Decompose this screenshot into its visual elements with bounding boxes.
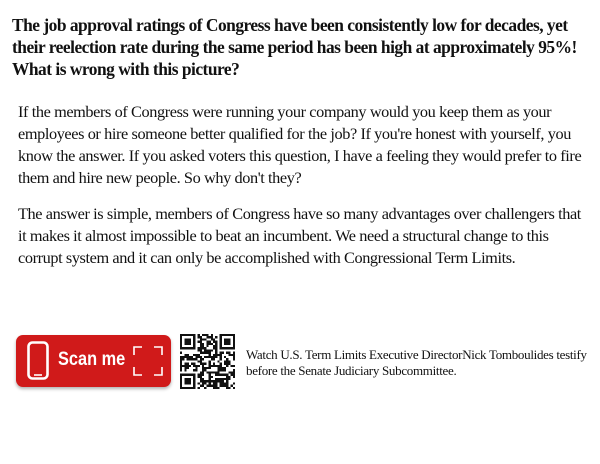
headline: The job approval ratings of Congress have been consistently low for decades, yet their reelection rate during the same period has been high at approximately 95%! What is wrong with this picture? [12,15,577,79]
scan-frame-icon [133,346,163,376]
paragraph-employees: If the members of Congress were running your company would you keep them as your employees or hire someone better qualified for the job? If you're honest with yourself, you know the answer. If you asked voters this question, I have a feeling they would prefer to fire them and hire new people. So why don't they? [18,102,582,187]
scan-me-button[interactable] [16,335,171,387]
scan-me-label: Scan me [58,349,126,370]
video-caption: Watch U.S. Term Limits Executive DirectorNick Tomboulides testify before the Senate Judiciary Subcommittee. [246,347,587,378]
phone-icon [27,341,49,380]
qr-code-icon[interactable] [180,334,235,389]
paragraph-term-limits: The answer is simple, members of Congress have so many advantages over challengers that it makes it almost impossible to beat an incumbent. We need a structural change to this corrupt system and it can only be accomplished with Congressional Term Limits. [18,204,581,267]
